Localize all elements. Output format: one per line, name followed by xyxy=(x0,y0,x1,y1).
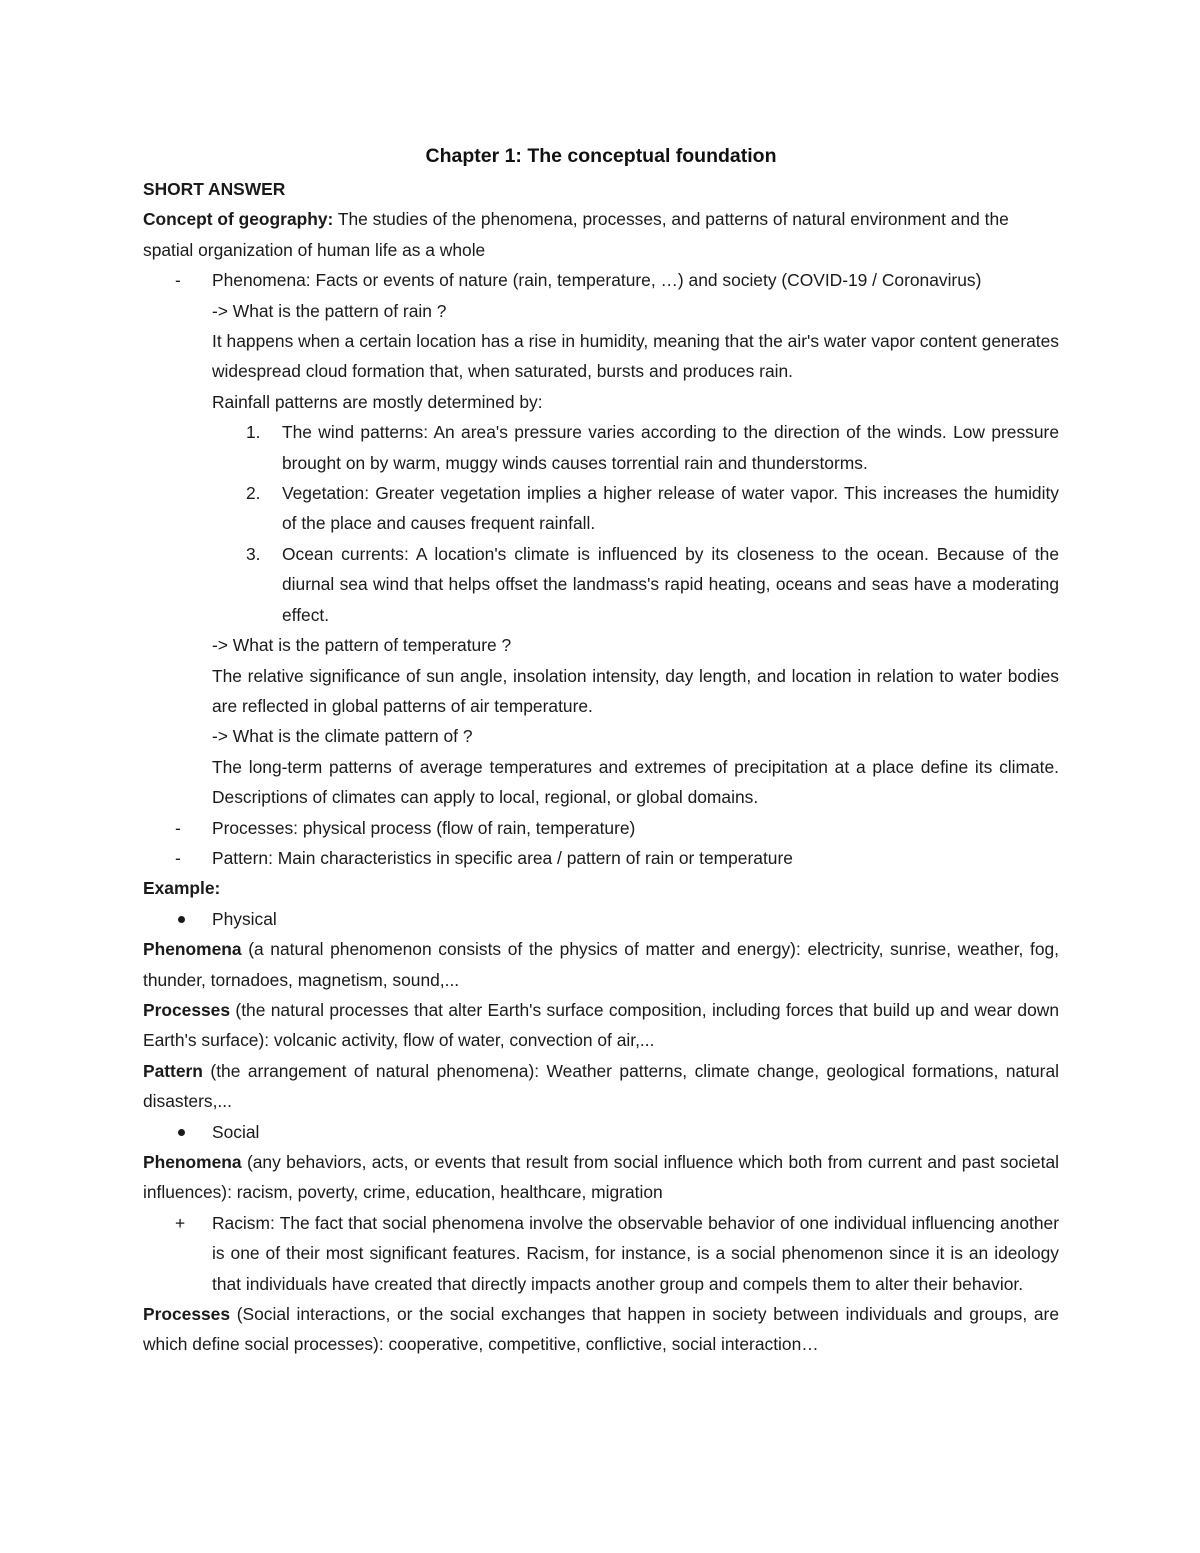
rain-factor-item xyxy=(143,417,1059,478)
climate-question: -> What is the climate pattern of ? xyxy=(212,726,473,747)
climate-answer: The long-term patterns of average temperatures and extremes of precipitation at a place define its climate. Descriptions of climates can apply to local, regional, or global domains. xyxy=(212,756,1059,808)
social-bullet-text: Social xyxy=(212,1121,260,1142)
temperature-answer: The relative significance of sun angle, insolation intensity, day length, and location in relation to water bodies are reflected in global patterns of air temperature. xyxy=(212,665,1059,716)
factor-text: The wind patterns: An area's pressure varies according to the direction of the winds. Low pressure brought on by warm, muggy winds causes torrential rain and thunderstorms. xyxy=(282,422,1059,473)
social-processes-label: Processes xyxy=(143,1304,231,1325)
concept-label: Concept of geography: xyxy=(143,209,334,230)
concept-text: The studies of the phenomena, processes, and patterns of natural environment and the spatial organization of human life as a whole xyxy=(143,209,1009,260)
social-phenomena-text: (any behaviors, acts, or events that result from social influence which both from current and past societal influences): racism, poverty, crime, education, healthcare, migration xyxy=(143,1152,1059,1203)
social-bullet xyxy=(143,1117,1059,1147)
physical-bullet xyxy=(143,904,1059,934)
physical-processes-paragraph xyxy=(143,995,1059,1056)
list-number: 1. xyxy=(246,422,261,443)
phenomena-list-item xyxy=(143,265,1059,295)
physical-pattern-paragraph xyxy=(143,1056,1059,1117)
processes-item-text: Processes: physical process (flow of rain, temperature) xyxy=(212,817,636,838)
plus-marker: + xyxy=(175,1212,186,1233)
physical-processes-text: (the natural processes that alter Earth's surface composition, including forces that build up and wear down Earth's surface): volcanic activity, flow of water, convection of air,... xyxy=(143,999,1059,1051)
list-number: 2. xyxy=(246,483,261,504)
physical-processes-label: Processes xyxy=(143,999,231,1020)
racism-list-item xyxy=(143,1208,1059,1299)
bullet-dot-icon xyxy=(178,1129,185,1136)
example-label: Example: xyxy=(143,878,221,899)
section-heading: SHORT ANSWER xyxy=(143,179,286,199)
temperature-question: -> What is the pattern of temperature ? xyxy=(212,635,512,656)
dash-marker: - xyxy=(175,270,181,291)
social-processes-text: (Social interactions, or the social exchanges that happen in society between individuals and groups, are which define social processes): cooperative, competitive, conflictive, social interaction… xyxy=(143,1304,1059,1355)
rain-answer: It happens when a certain location has a rise in humidity, meaning that the air's water vapor content generates widespread cloud formation that, when saturated, bursts and produces rain. xyxy=(212,331,1059,382)
pattern-item-text: Pattern: Main characteristics in specific area / pattern of rain or temperature xyxy=(212,847,793,868)
rain-intro: Rainfall patterns are mostly determined by: xyxy=(212,391,543,412)
bullet-dot-icon xyxy=(178,916,185,923)
physical-pattern-label: Pattern xyxy=(143,1060,203,1081)
concept-paragraph xyxy=(143,204,1059,265)
social-phenomena-paragraph xyxy=(143,1147,1059,1208)
physical-phenomena-text: (a natural phenomenon consists of the physics of matter and energy): electricity, sunrise, weather, fog, thunder, tornadoes, magnetism, sound,... xyxy=(143,939,1059,990)
rain-question: -> What is the pattern of rain ? xyxy=(212,300,447,321)
dash-marker: - xyxy=(175,817,181,838)
phenomena-item-text: Phenomena: Facts or events of nature (rain, temperature, …) and society (COVID-19 / Coronavirus) xyxy=(212,270,982,291)
physical-phenomena-label: Phenomena xyxy=(143,939,242,960)
rain-factor-item xyxy=(143,539,1059,630)
list-number: 3. xyxy=(246,543,261,564)
pattern-list-item xyxy=(143,843,1059,873)
racism-text: Racism: The fact that social phenomena involve the observable behavior of one individual influencing another is one of their most significant features. Racism, for instance, is a social phenomenon since it is an ideology that individuals have created that directly impacts another group and compels them to alter their behavior. xyxy=(212,1212,1059,1294)
document-page xyxy=(143,138,1059,1360)
social-phenomena-label: Phenomena xyxy=(143,1152,242,1172)
factor-text: Ocean currents: A location's climate is influenced by its closeness to the ocean. Because of the diurnal sea wind that helps offset the landmass's rapid heating, oceans and seas have a moderating effect. xyxy=(282,543,1059,625)
page-title: Chapter 1: The conceptual foundation xyxy=(425,145,777,167)
physical-bullet-text: Physical xyxy=(212,908,277,929)
processes-list-item xyxy=(143,813,1059,843)
rain-factor-item xyxy=(143,478,1059,539)
factor-text: Vegetation: Greater vegetation implies a higher release of water vapor. This increases the humidity of the place and causes frequent rainfall. xyxy=(282,483,1059,534)
physical-phenomena-paragraph xyxy=(143,934,1059,995)
dash-marker: - xyxy=(175,847,181,868)
physical-pattern-text: (the arrangement of natural phenomena): Weather patterns, climate change, geological formations, natural disasters,... xyxy=(143,1060,1059,1112)
social-processes-paragraph xyxy=(143,1299,1059,1360)
